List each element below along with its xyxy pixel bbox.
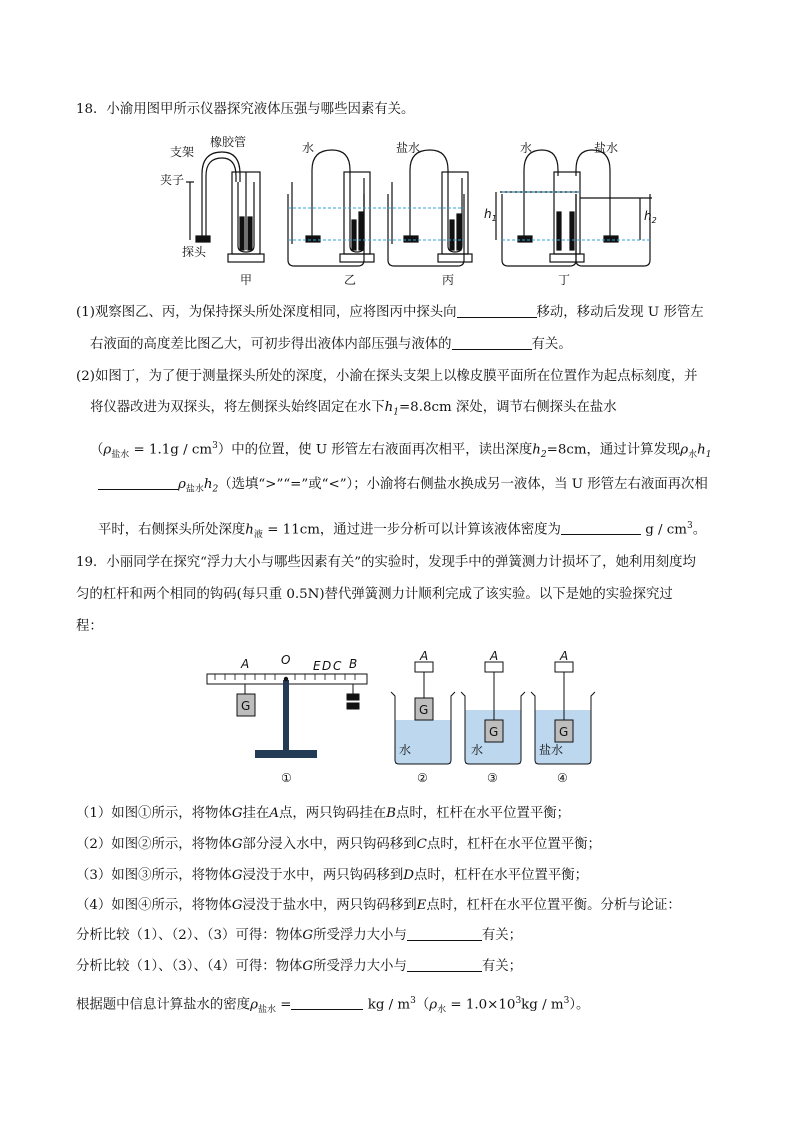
- q19-step4: （4）如图④所示，将物体G浸没于盐水中，两只钩码移到E点时，杠杆在水平位置平衡。分析与论证：: [76, 898, 681, 913]
- label-h1: $h_1$: [484, 207, 497, 223]
- answer-blank-compare[interactable]: [98, 475, 178, 490]
- label-zhijia: 支架: [170, 145, 195, 159]
- label-A-4: A: [560, 650, 569, 663]
- label-A-3: A: [490, 650, 499, 663]
- label-yanshui-ding: 盐水: [594, 141, 619, 155]
- label-yi: 乙: [344, 273, 357, 287]
- label-shui-ding: 水: [520, 141, 533, 155]
- label-O: O: [281, 653, 291, 667]
- q18-part2-line1: (2)如图丁，为了便于测量探头所处的深度，小渝在探头支架上以橡皮膜平面所在位置作为起点标刻度，并: [76, 369, 698, 384]
- q19-step3: （3）如图③所示，将物体G浸没于水中，两只钩码移到D点时，杠杆在水平位置平衡；: [76, 868, 589, 883]
- label-C: C: [333, 659, 342, 673]
- q19-analysis2: 分析比较（1）、（3）、（4）可得：物体G所受浮力大小与 有关；: [76, 959, 523, 974]
- q19-stem-line2: 匀的杠杆和两个相同的钩码(每只重 0.5N)替代弹簧测力计顺利完成了该实验。以下是她的实验探究过: [76, 587, 673, 602]
- label-G-1: G: [241, 699, 251, 713]
- label-tantou: 探头: [182, 245, 207, 259]
- label-h2: $h_2$: [644, 209, 657, 225]
- q18-part1-line1: (1)观察图乙、丙，为保持探头所处深度相同，应将图丙中探头向 移动，移动后发现 U 形管左: [76, 305, 704, 320]
- hook-weight-2: [347, 703, 359, 709]
- label-fig-4: ④: [557, 771, 568, 785]
- q18-part2-line5: 平时，右侧探头所处深度$h_液 = 11cm$，通过进一步分析可以计算该液体密度为 g / $cm^3$。: [98, 521, 707, 541]
- q18-stem: 18．小渝用图甲所示仪器探究液体压强与哪些因素有关。: [76, 102, 415, 117]
- label-fig-3: ③: [487, 771, 498, 785]
- q18-part2-line4: $\rho_{盐水}h_2$（选填“>”“=”或“<”）；小渝将右侧盐水换成另一液体，当 U 形管左右液面再次相: [98, 475, 708, 500]
- q19-stem-line3: 程：: [76, 619, 103, 634]
- label-yanshui-bing: 盐水: [396, 141, 421, 155]
- q19-analysis3: 根据题中信息计算盐水的密度$\rho_{盐水}$ = kg / $m^3(\rho_水 = 1.0\times 10^3kg / m^3)$。: [76, 996, 590, 1016]
- label-A-lever: A: [241, 657, 250, 671]
- q19-figure: [195, 650, 615, 790]
- lever-stand: [255, 680, 317, 758]
- q19-step1: （1）如图①所示，将物体G挂在A点，两只钩码挂在B点时，杠杆在水平位置平衡；: [76, 806, 571, 821]
- label-E: E: [313, 659, 321, 673]
- q19-analysis1: 分析比较（1）、（2）、（3）可得：物体G所受浮力大小与 有关；: [76, 928, 523, 943]
- label-G-3: G: [489, 725, 499, 739]
- label-jia: 甲: [240, 273, 253, 287]
- hook-weight-1: [347, 694, 359, 700]
- label-xiangjiaoguan: 橡胶管: [210, 135, 247, 149]
- label-jiazi: 夹子: [160, 173, 185, 187]
- answer-blank-direction[interactable]: [457, 303, 537, 318]
- label-salt-water-4: 盐水: [539, 743, 564, 757]
- answer-blank-factor[interactable]: [452, 335, 532, 350]
- q18-figure: [160, 132, 660, 292]
- water-2: [395, 720, 451, 764]
- label-shui-yi: 水: [302, 141, 315, 155]
- label-G-4: G: [559, 725, 569, 739]
- answer-blank-buoyancy-1[interactable]: [407, 926, 482, 941]
- label-fig-2: ②: [417, 771, 428, 785]
- q18-part1-line2: 右液面的高度差比图乙大，可初步得出液体内部压强与液体的 有关。: [90, 337, 572, 352]
- label-fig-1: ①: [281, 771, 292, 785]
- label-B: B: [349, 657, 358, 671]
- label-bing: 丙: [442, 273, 455, 287]
- label-A-2: A: [420, 650, 429, 663]
- label-water-2: 水: [399, 743, 412, 757]
- depth-guide-lines: [288, 192, 650, 240]
- q19-stem-line1: 19．小丽同学在探究“浮力大小与哪些因素有关”的实验时，发现手中的弹簧测力计损坏了，她利用刻度均: [76, 555, 696, 570]
- answer-blank-density[interactable]: [561, 520, 641, 535]
- label-D: D: [322, 659, 332, 673]
- label-G-2: G: [419, 703, 429, 717]
- label-ding: 丁: [558, 273, 571, 287]
- answer-blank-salt-density[interactable]: [291, 995, 363, 1010]
- q19-step2: （2）如图②所示，将物体G部分浸入水中，两只钩码移到C点时，杠杆在水平位置平衡；: [76, 837, 601, 852]
- q18-part2-line2: 将仪器改进为双探头，将左侧探头始终固定在水下$h_1=8.8cm$ 深处，调节右侧探头在盐水: [90, 400, 617, 418]
- answer-blank-buoyancy-2[interactable]: [407, 957, 482, 972]
- q18-part2-line3: $(\rho_{盐水} = 1.1g / cm^3)$中的位置，使 U 形管左右液面再次相平，读出深度$h_2=8cm$，通过计算发现$\rho_水h_1$: [90, 441, 712, 461]
- label-water-3: 水: [471, 743, 484, 757]
